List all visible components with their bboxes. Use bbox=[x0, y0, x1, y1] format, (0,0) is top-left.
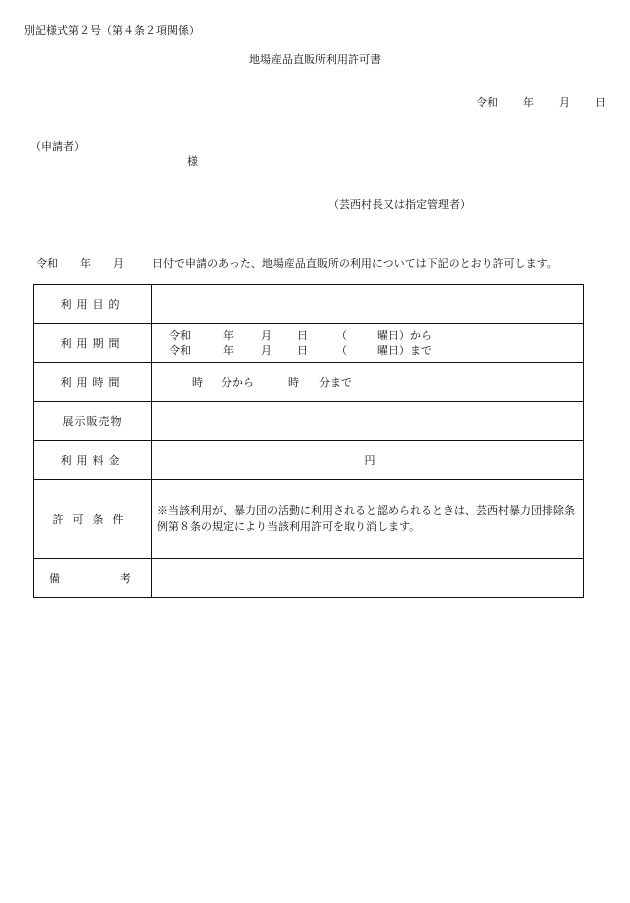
remarks-label bbox=[34, 559, 152, 598]
intro-month: 月 bbox=[113, 257, 124, 270]
fee-unit: 円 bbox=[364, 453, 376, 467]
issuer-line: （芸西村長又は指定管理者） bbox=[328, 198, 471, 211]
intro-text: 日付で申請のあった、地場産品直販所の利用については下記のとおり許可します。 bbox=[152, 257, 558, 270]
period-to-day: 日 bbox=[297, 344, 308, 357]
period-from-weekday: 曜日） bbox=[377, 329, 410, 342]
period-label: 利用期間 bbox=[34, 324, 152, 363]
permit-table bbox=[33, 284, 584, 598]
intro-era: 令和 bbox=[36, 257, 58, 270]
row-time bbox=[34, 363, 584, 402]
period-from-day: 日 bbox=[297, 329, 308, 342]
row-purpose bbox=[34, 285, 584, 324]
time-label: 利用時間 bbox=[34, 363, 152, 402]
period-to-month: 月 bbox=[261, 344, 272, 357]
remarks-label-left: 備 bbox=[49, 571, 65, 585]
time-minute-end: 分まで bbox=[319, 375, 352, 389]
purpose-value[interactable] bbox=[152, 285, 584, 324]
remarks-label-right: 考 bbox=[120, 571, 136, 585]
period-from-era: 令和 bbox=[169, 329, 191, 342]
period-from-year: 年 bbox=[223, 329, 234, 342]
applicant-label: （申請者） bbox=[30, 140, 85, 153]
time-minute-start: 分から bbox=[221, 375, 254, 389]
period-from-suffix: から bbox=[410, 329, 432, 342]
period-to-weekday: 曜日） bbox=[377, 344, 410, 357]
remarks-value[interactable] bbox=[152, 559, 584, 598]
period-value[interactable] bbox=[152, 324, 584, 363]
purpose-label: 利用目的 bbox=[34, 285, 152, 324]
conditions-text: ※当該利用が、暴力団の活動に利用されると認められるときは、芸西村暴力団排除条例第８条の規定により当該利用許可を取り消します。 bbox=[152, 480, 584, 559]
time-hour-end: 時 bbox=[288, 375, 299, 389]
row-fee bbox=[34, 441, 584, 480]
row-remarks bbox=[34, 559, 584, 598]
fee-label: 利用料金 bbox=[34, 441, 152, 480]
items-value[interactable] bbox=[152, 402, 584, 441]
row-conditions bbox=[34, 480, 584, 559]
period-to-paren: （ bbox=[336, 344, 347, 357]
date-year: 年 bbox=[523, 96, 534, 109]
form-number: 別記様式第２号（第４条２項関係） bbox=[24, 24, 200, 37]
document-title: 地場産品直販所利用許可書 bbox=[249, 53, 381, 66]
applicant-honorific: 様 bbox=[187, 155, 198, 168]
period-from-month: 月 bbox=[261, 329, 272, 342]
row-period bbox=[34, 324, 584, 363]
intro-sentence bbox=[36, 258, 558, 269]
issue-date bbox=[476, 97, 606, 108]
date-day: 日 bbox=[595, 96, 606, 109]
period-from bbox=[157, 328, 583, 343]
date-era: 令和 bbox=[476, 96, 498, 109]
period-to-era: 令和 bbox=[169, 344, 191, 357]
intro-year: 年 bbox=[80, 257, 91, 270]
conditions-label: 許可条件 bbox=[34, 480, 152, 559]
time-hour-start: 時 bbox=[192, 375, 203, 389]
period-to-year: 年 bbox=[223, 344, 234, 357]
period-to bbox=[157, 343, 583, 358]
date-month: 月 bbox=[559, 96, 570, 109]
time-value[interactable] bbox=[152, 363, 584, 402]
period-from-paren: （ bbox=[336, 329, 347, 342]
items-label: 展示販売物 bbox=[34, 402, 152, 441]
period-to-suffix: まで bbox=[410, 344, 432, 357]
time-range bbox=[157, 377, 583, 388]
row-items bbox=[34, 402, 584, 441]
fee-value[interactable] bbox=[152, 441, 584, 480]
